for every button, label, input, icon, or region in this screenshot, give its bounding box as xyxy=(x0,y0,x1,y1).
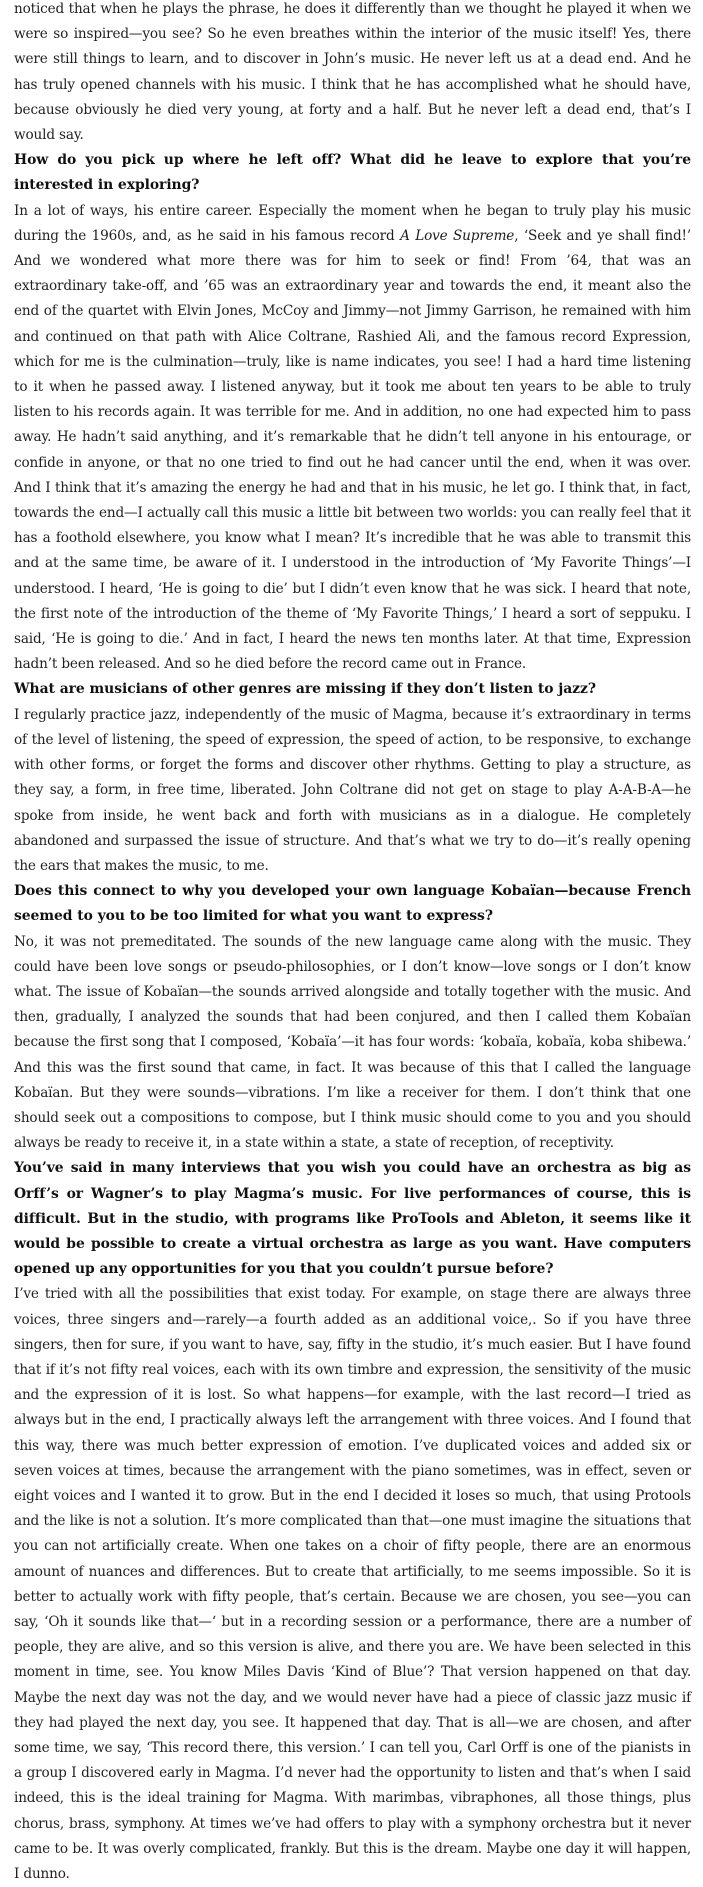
answer-paragraph: I regularly practice jazz, independently of the music of Magma, because it’s extraordinary in terms of the level of listening, the speed of expression, the speed of action, to be responsive, to exchange with other forms, or forget the forms and discover other rhythms. Getting to play a structure, as they say, a form, in free time, liberated. John Coltrane did not get on stage to play A-A-B-A—he spoke from inside, he went back and forth with musicians as in a dialogue. He completely abandoned and surpassed the issue of structure. And that’s what we try to do—it’s really opening the ears that makes the music, to me. xyxy=(14,706,691,874)
answer-paragraph: No, it was not premeditated. The sounds of the new language came along with the music. They could have been love songs or pseudo-philosophies, or I don’t know—love songs or I don’t know what. The issue of Kobaïan—the sounds arrived alongside and totally together with the music. And then, gradually, I analyzed the sounds that had been conjured, and then I called them Kobaïan because the first song that I composed, ‘Kobaïa’—it has four words: ‘kobaïa, kobaïa, koba shibewa.’ And this was the first sound that came, in fact. It was because of this that I called the language Kobaïan. But they were sounds—vibrations. I’m like a receiver for them. I don’t think that one should seek out a compositions to compose, but I think music should come to you and you should always be ready to receive it, in a state within a state, a state of reception, of receptivity. xyxy=(14,933,691,1152)
answer-text: In a lot of ways, his entire career. Especially the moment when he began to truly play his music during the 1960s, and, as he said in his famous record xyxy=(14,202,691,244)
answer-text: , ‘Seek and ye shall find!’ And we wondered what more there was for him to seek or find! From ’64, that was an extraordinary take-off, and ’65 was an extraordinary year and towards the end, it meant also the end of the quartet with Elvin Jones, McCoy and Jimmy—not Jimmy Garrison, he remained with him and continued on that path with Alice Coltrane, Rashied Ali, and the famous record Expression, which for me is the culmination—truly, like is name indicates, you see! I had a hard time listening to it when he passed away. I listened anyway, but it took me about ten years to be able to truly listen to his records again. It was terrible for me. And in addition, no one had expected him to pass away. He hadn’t said anything, and it’s remarkable that he didn’t tell anyone in his entourage, or confide in anyone, or that no one tried to find out he had cancer until the end, when it was over. And I think that it’s amazing the energy he had and that in his music, he let go. I think that, in fact, towards the end—I actually call this music a little bit between two worlds: you can really feel that it has a foothold elsewhere, you know what I mean? It’s incredible that he was able to transmit this and at the same time, be aware of it. I understood in the introduction of ‘My Favorite Things’—I understood. I heard, ‘He is going to die’ but I didn’t even know that he was sick. I heard that note, the first note of the introduction of the theme of ‘My Favorite Things,’ I heard a sort of seppuku. I said, ‘He is going to die.’ And in fact, I heard the news ten months later. At that time, Expression hadn’t been released. And so he died before the record came out in France. xyxy=(14,227,691,673)
answer-paragraph: noticed that when he plays the phrase, he does it differently than we thought he played it when we were so inspired—you see? So he even breathes within the interior of the music itself! Yes, there were still things to learn, and to discover in John’s music. He never left us at a dead end. And he has truly opened channels with his music. I think that he has accomplished what he should have, because obviously he died very young, at forty and a half. But he never left a dead end, that’s I would say. xyxy=(14,1,691,144)
interview-question: What are musicians of other genres are missing if they don’t listen to jazz? xyxy=(14,681,596,698)
record-title: A Love Supreme xyxy=(400,227,515,244)
answer-paragraph: I’ve tried with all the possibilities that exist today. For example, on stage there are always three voices, three singers and—rarely—a fourth added as an additional voice,. So if you have three singers, then for sure, if you want to have, say, fifty in the studio, it’s much easier. But I have found that if it’s not fifty real voices, each with its own timbre and expression, the sensitivity of the music and the expression of it is lost. So what happens—for example, with the last record—I tried as always but in the end, I practically always left the arrangement with three voices. And I found that this way, there was much better expression of emotion. I’ve duplicated voices and added six or seven voices at times, because the arrangement with the piano sometimes, was in effect, seven or eight voices and I wanted it to grow. But in the end I decided it loses so much, that using Protools and the like is not a solution. It’s more complicated than that—one must imagine the situations that you can not artificially create. When one takes on a choir of fifty people, there are an enormous amount of nuances and differences. But to create that artificially, to me seems impossible. So it is better to actually work with fifty people, that’s certain. Because we are chosen, you see—you can say, ‘Oh it sounds like that—‘ but in a recording session or a performance, there are a number of people, they are alive, and so this version is alive, and there you are. We have been selected in this moment in time, see. You know Miles Davis ‘Kind of Blue’? That version happened on that day. Maybe the next day was not the day, and we would never have had a piece of classic jazz music if they had played the next day, you see. It happened that day. That is all—we are chosen, and after some time, we say, ‘This record there, this version.’ I can tell you, Carl Orff is one of the pianists in a group I discovered early in Magma. I’d never had the opportunity to listen and that’s when I said indeed, this is the ideal training for Magma. With marimbas, vibraphones, all those things, plus chorus, brass, symphony. At times we’ve had offers to play with a symphony orchestra but it never came to be. It was overly complicated, frankly. But this is the dream. Maybe one day it will happen, I dunno. xyxy=(14,1286,691,1883)
answer-paragraph xyxy=(14,199,691,678)
interview-question: How do you pick up where he left off? What did he leave to explore that you’re interested in exploring? xyxy=(14,152,691,194)
interview-question: Does this connect to why you developed your own language Kobaïan—because French seemed to you to be too limited for what you want to express? xyxy=(14,883,691,925)
interview-question: You’ve said in many interviews that you wish you could have an orchestra as big as Orff’s or Wagner’s to play Magma’s music. For live performances of course, this is difficult. But in the studio, with programs like ProTools and Ableton, it seems like it would be possible to create a virtual orchestra as large as you want. Have computers opened up any opportunities for you that you couldn’t pursue before? xyxy=(14,1160,691,1278)
